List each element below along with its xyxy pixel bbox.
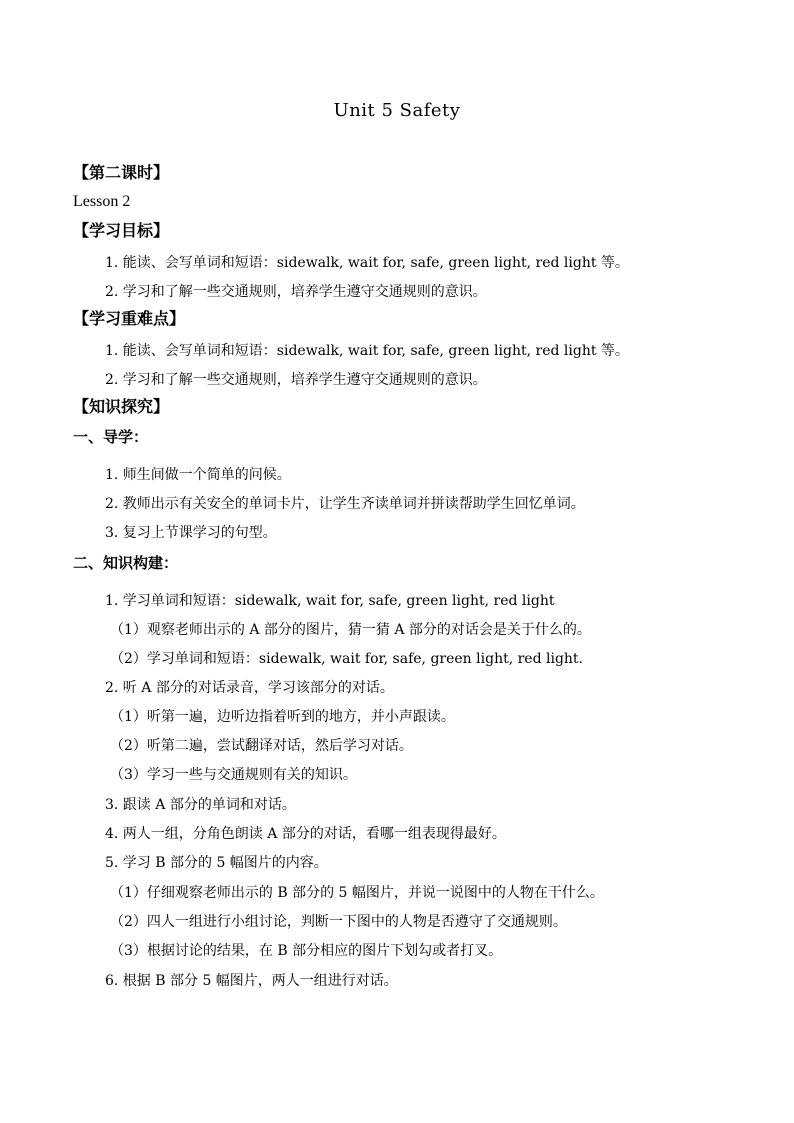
objective-item: 1. 能读、会写单词和短语：sidewalk, wait for, safe, green light, red light 等。 <box>105 255 629 271</box>
intro-item: 1. 师生间做一个简单的问候。 <box>105 467 291 483</box>
key-point-item: 1. 能读、会写单词和短语：sidewalk, wait for, safe, green light, red light 等。 <box>105 343 629 359</box>
objective-item: 2. 学习和了解一些交通规则，培养学生遵守交通规则的意识。 <box>105 284 487 300</box>
exploration-heading: 【知识探究】 <box>73 397 170 416</box>
key-point-item: 2. 学习和了解一些交通规则，培养学生遵守交通规则的意识。 <box>105 372 487 388</box>
intro-item: 2. 教师出示有关安全的单词卡片，让学生齐读单词并拼读帮助学生回忆单词。 <box>105 496 585 512</box>
construction-subitem: （2）四人一组进行小组讨论，判断一下图中的人物是否遵守了交通规则。 <box>110 914 567 930</box>
construction-item: 5. 学习 B 部分的 5 幅图片的内容。 <box>105 855 328 871</box>
construction-item: 4. 两人一组，分角色朗读 A 部分的对话，看哪一组表现得最好。 <box>105 826 506 842</box>
construction-subitem: （1）观察老师出示的 A 部分的图片，猜一猜 A 部分的对话会是关于什么的。 <box>110 622 591 638</box>
construction-heading: 二、知识构建： <box>73 554 179 572</box>
construction-subitem: （2）听第二遍，尝试翻译对话，然后学习对话。 <box>110 738 413 754</box>
construction-item: 3. 跟读 A 部分的单词和对话。 <box>105 797 296 813</box>
objectives-heading: 【学习目标】 <box>73 221 170 240</box>
construction-subitem: （2）学习单词和短语：sidewalk, wait for, safe, green light, red light. <box>110 651 584 667</box>
construction-subitem: （1）仔细观察老师出示的 B 部分的 5 幅图片，并说一说图中的人物在干什么。 <box>110 885 604 901</box>
period-heading: 【第二课时】 <box>73 163 170 182</box>
document-title: Unit 5 Safety <box>333 100 461 121</box>
construction-item: 2. 听 A 部分的对话录音，学习该部分的对话。 <box>105 680 394 696</box>
construction-item: 6. 根据 B 部分 5 幅图片，两人一组进行对话。 <box>105 973 398 989</box>
intro-heading: 一、导学： <box>73 428 149 446</box>
construction-subitem: （3）根据讨论的结果，在 B 部分相应的图片下划勾或者打叉。 <box>110 943 503 959</box>
construction-subitem: （1）听第一遍，边听边指着听到的地方，并小声跟读。 <box>110 709 455 725</box>
lesson-label: Lesson 2 <box>73 193 131 210</box>
construction-subitem: （3）学习一些与交通规则有关的知识。 <box>110 767 357 783</box>
key-points-heading: 【学习重难点】 <box>73 309 186 328</box>
construction-item: 1. 学习单词和短语：sidewalk, wait for, safe, green light, red light <box>105 593 555 609</box>
intro-item: 3. 复习上节课学习的句型。 <box>105 525 277 541</box>
